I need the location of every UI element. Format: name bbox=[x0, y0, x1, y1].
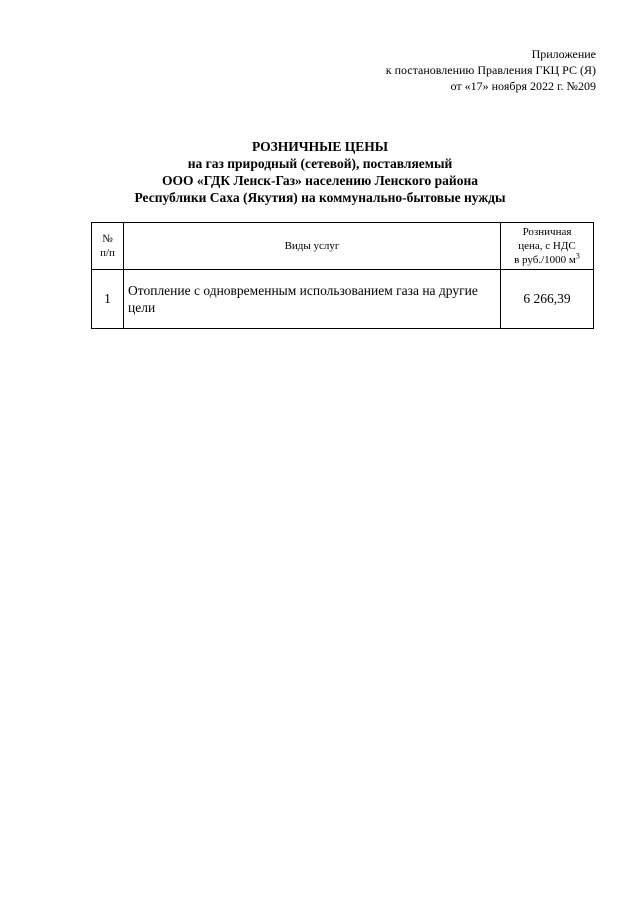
header-number-abbr: п/п bbox=[100, 247, 115, 259]
row-price: 6 266,39 bbox=[501, 270, 594, 329]
title-line-4: Республики Саха (Якутия) на коммунально-бытовые нужды bbox=[134, 190, 506, 205]
price-table bbox=[91, 222, 594, 329]
header-price-line-1: Розничная bbox=[522, 226, 572, 238]
row-service: Отопление с одновременным использованием газа на другие цели bbox=[124, 270, 501, 329]
header-price-sup: 3 bbox=[575, 251, 580, 261]
header-price bbox=[501, 223, 594, 270]
header-number bbox=[92, 223, 124, 270]
document-title bbox=[0, 138, 640, 206]
title-line-2: на газ природный (сетевой), поставляемый bbox=[187, 156, 453, 171]
title-line-1: РОЗНИЧНЫЕ ЦЕНЫ bbox=[251, 139, 389, 154]
appendix-label: Приложение bbox=[531, 47, 596, 61]
header-price-line-2: цена, с НДС bbox=[518, 240, 576, 252]
header-price-line-3: в руб./1000 м bbox=[514, 254, 576, 266]
appendix-resolution-date: от «17» ноября 2022 г. №209 bbox=[450, 79, 596, 93]
title-line-3: ООО «ГДК Ленск-Газ» населению Ленского района bbox=[162, 173, 478, 188]
appendix-header bbox=[386, 46, 596, 94]
table-header-row bbox=[92, 223, 594, 270]
appendix-resolution-ref: к постановлению Правления ГКЦ РС (Я) bbox=[385, 63, 596, 77]
table-row bbox=[92, 270, 594, 329]
header-number-symbol: № bbox=[102, 233, 113, 245]
header-service: Виды услуг bbox=[124, 223, 501, 270]
row-number: 1 bbox=[92, 270, 124, 329]
